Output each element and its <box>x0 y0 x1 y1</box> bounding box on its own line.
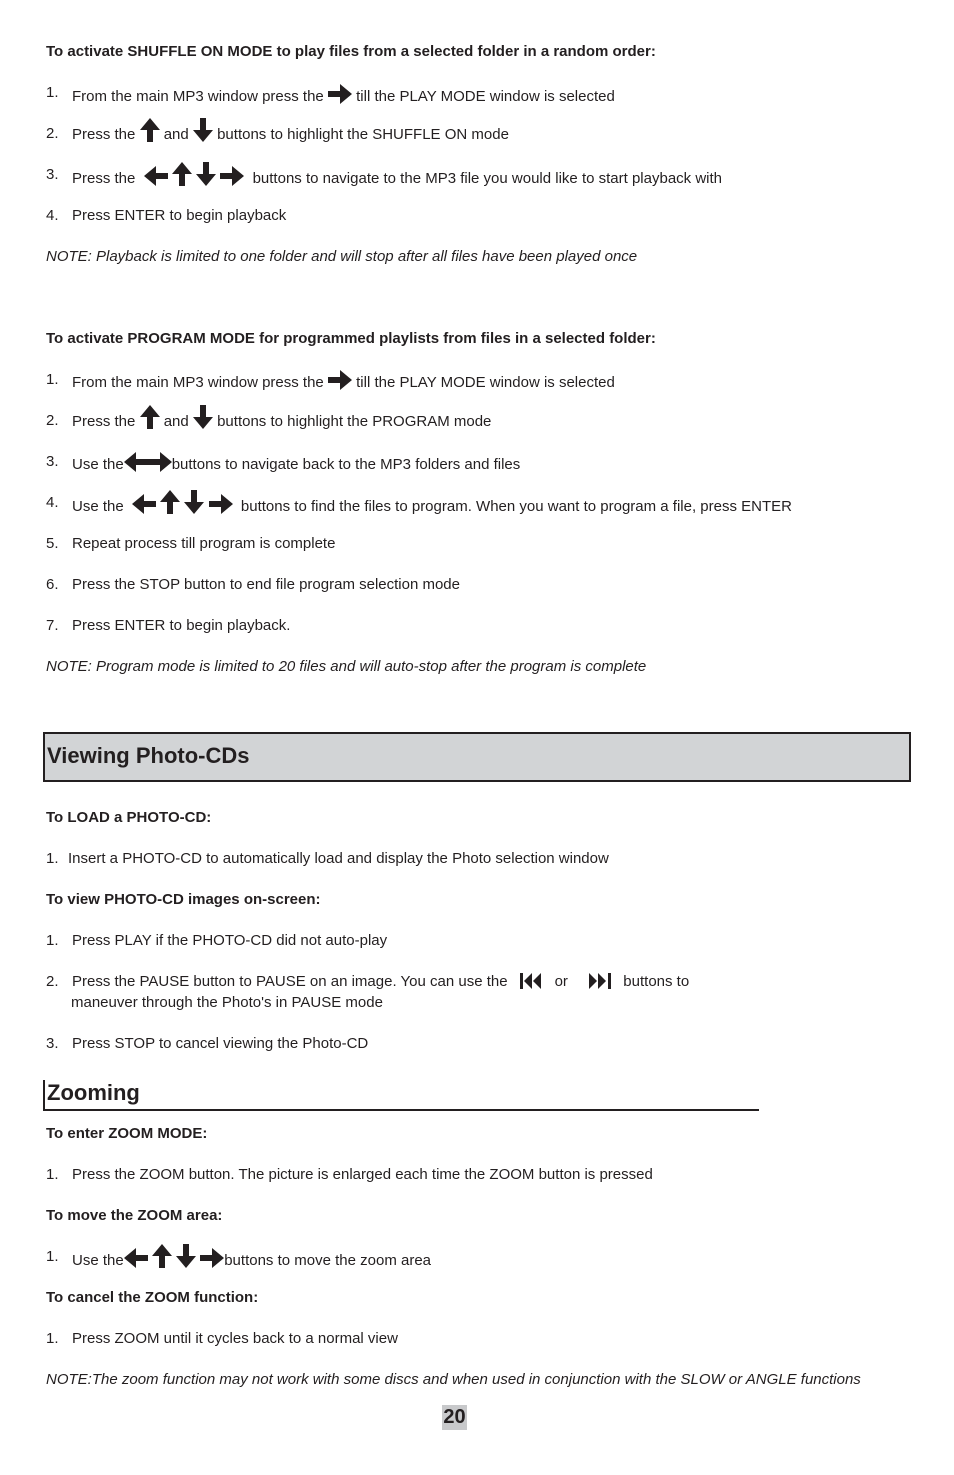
section-title: Viewing Photo-CDs <box>47 743 250 768</box>
right-arrow-icon <box>148 452 172 472</box>
step-number: 4. <box>46 494 59 511</box>
program-note: NOTE: Program mode is limited to 20 files and will auto-stop after the program is complete <box>46 658 647 675</box>
zoom-enter-heading: To enter ZOOM MODE: <box>46 1125 208 1142</box>
right-arrow-icon <box>200 1248 224 1268</box>
step-number: 2. <box>46 412 59 429</box>
up-arrow-icon <box>152 1244 172 1268</box>
step-number: 4. <box>46 207 59 224</box>
left-arrow-icon <box>132 494 156 514</box>
list-item: Use the buttons to navigate back to the MP3 folders and files <box>72 452 520 473</box>
down-arrow-icon <box>193 405 213 429</box>
list-item: Press the PAUSE button to PAUSE on an image. You can use the or buttons to <box>72 973 689 993</box>
left-arrow-icon <box>124 1248 148 1268</box>
step-number: 6. <box>46 576 59 593</box>
up-arrow-icon <box>160 490 180 514</box>
list-item: From the main MP3 window press the till the PLAY MODE window is selected <box>72 84 615 105</box>
left-arrow-icon <box>124 452 148 472</box>
shuffle-note: NOTE: Playback is limited to one folder and will stop after all files have been played once <box>46 248 638 265</box>
down-arrow-icon <box>176 1244 196 1268</box>
step-number: 1. <box>46 371 59 388</box>
list-item: Use the buttons to find the files to program. When you want to program a file, press ENTER <box>72 490 792 515</box>
skip-next-icon <box>589 973 611 993</box>
left-arrow-icon <box>144 166 168 186</box>
list-item: Repeat process till program is complete <box>72 535 336 552</box>
step-number: 5. <box>46 535 59 552</box>
step-number: 1. <box>46 850 59 867</box>
list-item: Press ENTER to begin playback <box>72 207 287 224</box>
list-item: Insert a PHOTO-CD to automatically load and display the Photo selection window <box>68 850 609 867</box>
list-item: Press the ZOOM button. The picture is enlarged each time the ZOOM button is pressed <box>72 1166 653 1183</box>
zoom-note: NOTE:The zoom function may not work with some discs and when used in conjunction with the SLOW or ANGLE functions <box>46 1371 861 1388</box>
down-arrow-icon <box>196 162 216 186</box>
down-arrow-icon <box>184 490 204 514</box>
right-arrow-icon <box>328 84 352 104</box>
page-number: 20 <box>443 1406 466 1428</box>
step-number: 3. <box>46 1035 59 1052</box>
right-arrow-icon <box>328 370 352 390</box>
section-header-zoom <box>43 1080 759 1111</box>
step-number: 1. <box>46 84 59 101</box>
step-number: 1. <box>46 1330 59 1347</box>
right-arrow-icon <box>209 494 233 514</box>
step-number: 7. <box>46 617 59 634</box>
step-number: 1. <box>46 1166 59 1183</box>
list-item: From the main MP3 window press the till the PLAY MODE window is selected <box>72 370 615 391</box>
zoom-move-heading: To move the ZOOM area: <box>46 1207 223 1224</box>
list-item: Press STOP to cancel viewing the Photo-CD <box>72 1035 369 1052</box>
list-item: Press ZOOM until it cycles back to a normal view <box>72 1330 398 1347</box>
up-arrow-icon <box>140 405 160 429</box>
step-number: 1. <box>46 1248 59 1265</box>
view-photo-heading: To view PHOTO-CD images on-screen: <box>46 891 321 908</box>
program-heading: To activate PROGRAM MODE for programmed playlists from files in a selected folder: <box>46 330 656 347</box>
shuffle-heading: To activate SHUFFLE ON MODE to play files from a selected folder in a random order: <box>46 43 656 60</box>
list-item: Press the and buttons to highlight the SHUFFLE ON mode <box>72 118 509 143</box>
skip-previous-icon <box>520 973 542 993</box>
step-number: 1. <box>46 932 59 949</box>
step-number: 2. <box>46 125 59 142</box>
list-item: Press the STOP button to end file program selection mode <box>72 576 460 593</box>
list-item: Press PLAY if the PHOTO-CD did not auto-play <box>72 932 388 949</box>
list-item: Press ENTER to begin playback. <box>72 617 291 634</box>
up-arrow-icon <box>140 118 160 142</box>
list-item-continued: maneuver through the Photo's in PAUSE mode <box>71 994 383 1011</box>
list-item: Press the buttons to navigate to the MP3 file you would like to start playback with <box>72 162 722 187</box>
list-item: Use the buttons to move the zoom area <box>72 1244 431 1269</box>
down-arrow-icon <box>193 118 213 142</box>
section-title: Zooming <box>47 1080 140 1105</box>
step-number: 2. <box>46 973 59 990</box>
section-header-photo <box>43 732 911 782</box>
list-item: Press the and buttons to highlight the PROGRAM mode <box>72 405 491 430</box>
step-number: 3. <box>46 453 59 470</box>
right-arrow-icon <box>220 166 244 186</box>
zoom-cancel-heading: To cancel the ZOOM function: <box>46 1289 259 1306</box>
load-photo-heading: To LOAD a PHOTO-CD: <box>46 809 212 826</box>
up-arrow-icon <box>172 162 192 186</box>
step-number: 3. <box>46 166 59 183</box>
